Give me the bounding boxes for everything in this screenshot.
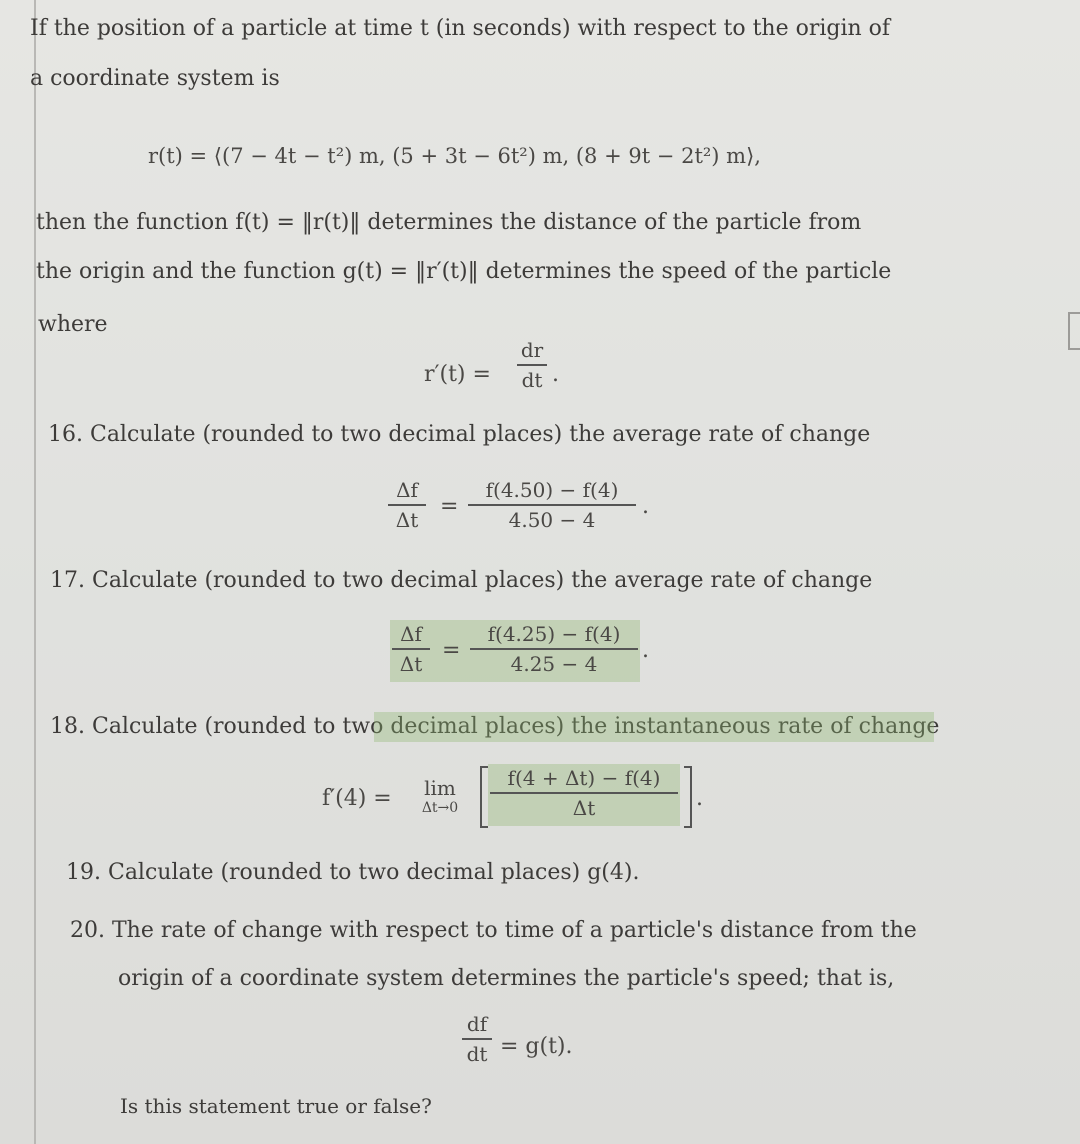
q17-lhs-den: Δt [399,652,423,676]
fraction-bar [468,504,636,506]
q16-rhs-den: 4.50 − 4 [508,508,596,532]
q18-text: 18. Calculate (rounded to two decimal places) the instantaneous rate of change [50,714,940,739]
derivative-fraction [517,338,547,392]
q20-rhs: = g(t). [500,1034,573,1059]
right-bracket [684,766,692,828]
fraction-bar [388,504,426,506]
left-bracket [480,766,488,828]
q16-period: . [642,494,649,519]
q16-text: 16. Calculate (rounded to two decimal places) the average rate of change [48,422,871,447]
q17-lhs-num: Δf [400,622,422,646]
q17-text: 17. Calculate (rounded to two decimal places) the average rate of change [50,568,873,593]
right-edge-mark [1068,312,1080,350]
q20-line-1: 20. The rate of change with respect to time of a particle's distance from the [70,918,917,943]
q20-fraction [462,1012,492,1066]
q16-rhs-fraction [468,478,636,532]
q18-period: . [696,786,703,811]
q16-lhs-num: Δf [396,478,418,502]
derivative-numerator: dr [520,338,544,362]
q17-equals: = [442,638,461,663]
intro-line-3: then the function f(t) = ‖r(t)‖ determines the distance of the particle from [36,210,862,235]
derivative-lhs: r′(t) = [424,362,491,387]
q17-lhs-fraction [392,622,430,676]
fraction-bar [392,648,430,650]
q20-question: Is this statement true or false? [120,1094,432,1118]
fraction-bar [517,364,547,366]
q18-limit [412,776,468,816]
q17-rhs-fraction [470,622,638,676]
intro-line-4: the origin and the function g(t) = ‖r′(t)‖ determines the speed of the particle [36,259,892,284]
green-highlight [374,712,934,742]
q18-fraction [490,766,678,820]
q16-equals: = [440,494,459,519]
intro-line-1: If the position of a particle at time t (in seconds) with respect to the origin of [30,16,891,41]
q18-lhs: f′(4) = [322,786,392,811]
q17-rhs-num: f(4.25) − f(4) [487,622,621,646]
q18-lim-subscript: Δt→0 [421,800,459,816]
q16-lhs-den: Δt [395,508,419,532]
q20-line-2: origin of a coordinate system determines the particle's speed; that is, [118,966,895,991]
left-margin-rule [34,0,36,1144]
q18-lim-word: lim [424,776,456,800]
fraction-bar [470,648,638,650]
q17-period: . [642,638,649,663]
derivative-period: . [552,362,559,387]
intro-line-5: where [38,312,108,337]
intro-line-2: a coordinate system is [30,66,280,91]
q16-rhs-num: f(4.50) − f(4) [485,478,619,502]
q20-numerator: df [466,1012,488,1036]
derivative-denominator: dt [521,368,543,392]
q19-text: 19. Calculate (rounded to two decimal places) g(4). [66,860,640,885]
position-equation: r(t) = ⟨(7 − 4t − t²) m, (5 + 3t − 6t²) m, (8 + 9t − 2t²) m⟩, [148,144,761,168]
q16-lhs-fraction [388,478,426,532]
q17-rhs-den: 4.25 − 4 [510,652,598,676]
q20-denominator: dt [466,1042,488,1066]
fraction-bar [462,1038,492,1040]
fraction-bar [490,792,678,794]
q18-numerator: f(4 + Δt) − f(4) [507,766,661,790]
q18-denominator: Δt [572,796,596,820]
